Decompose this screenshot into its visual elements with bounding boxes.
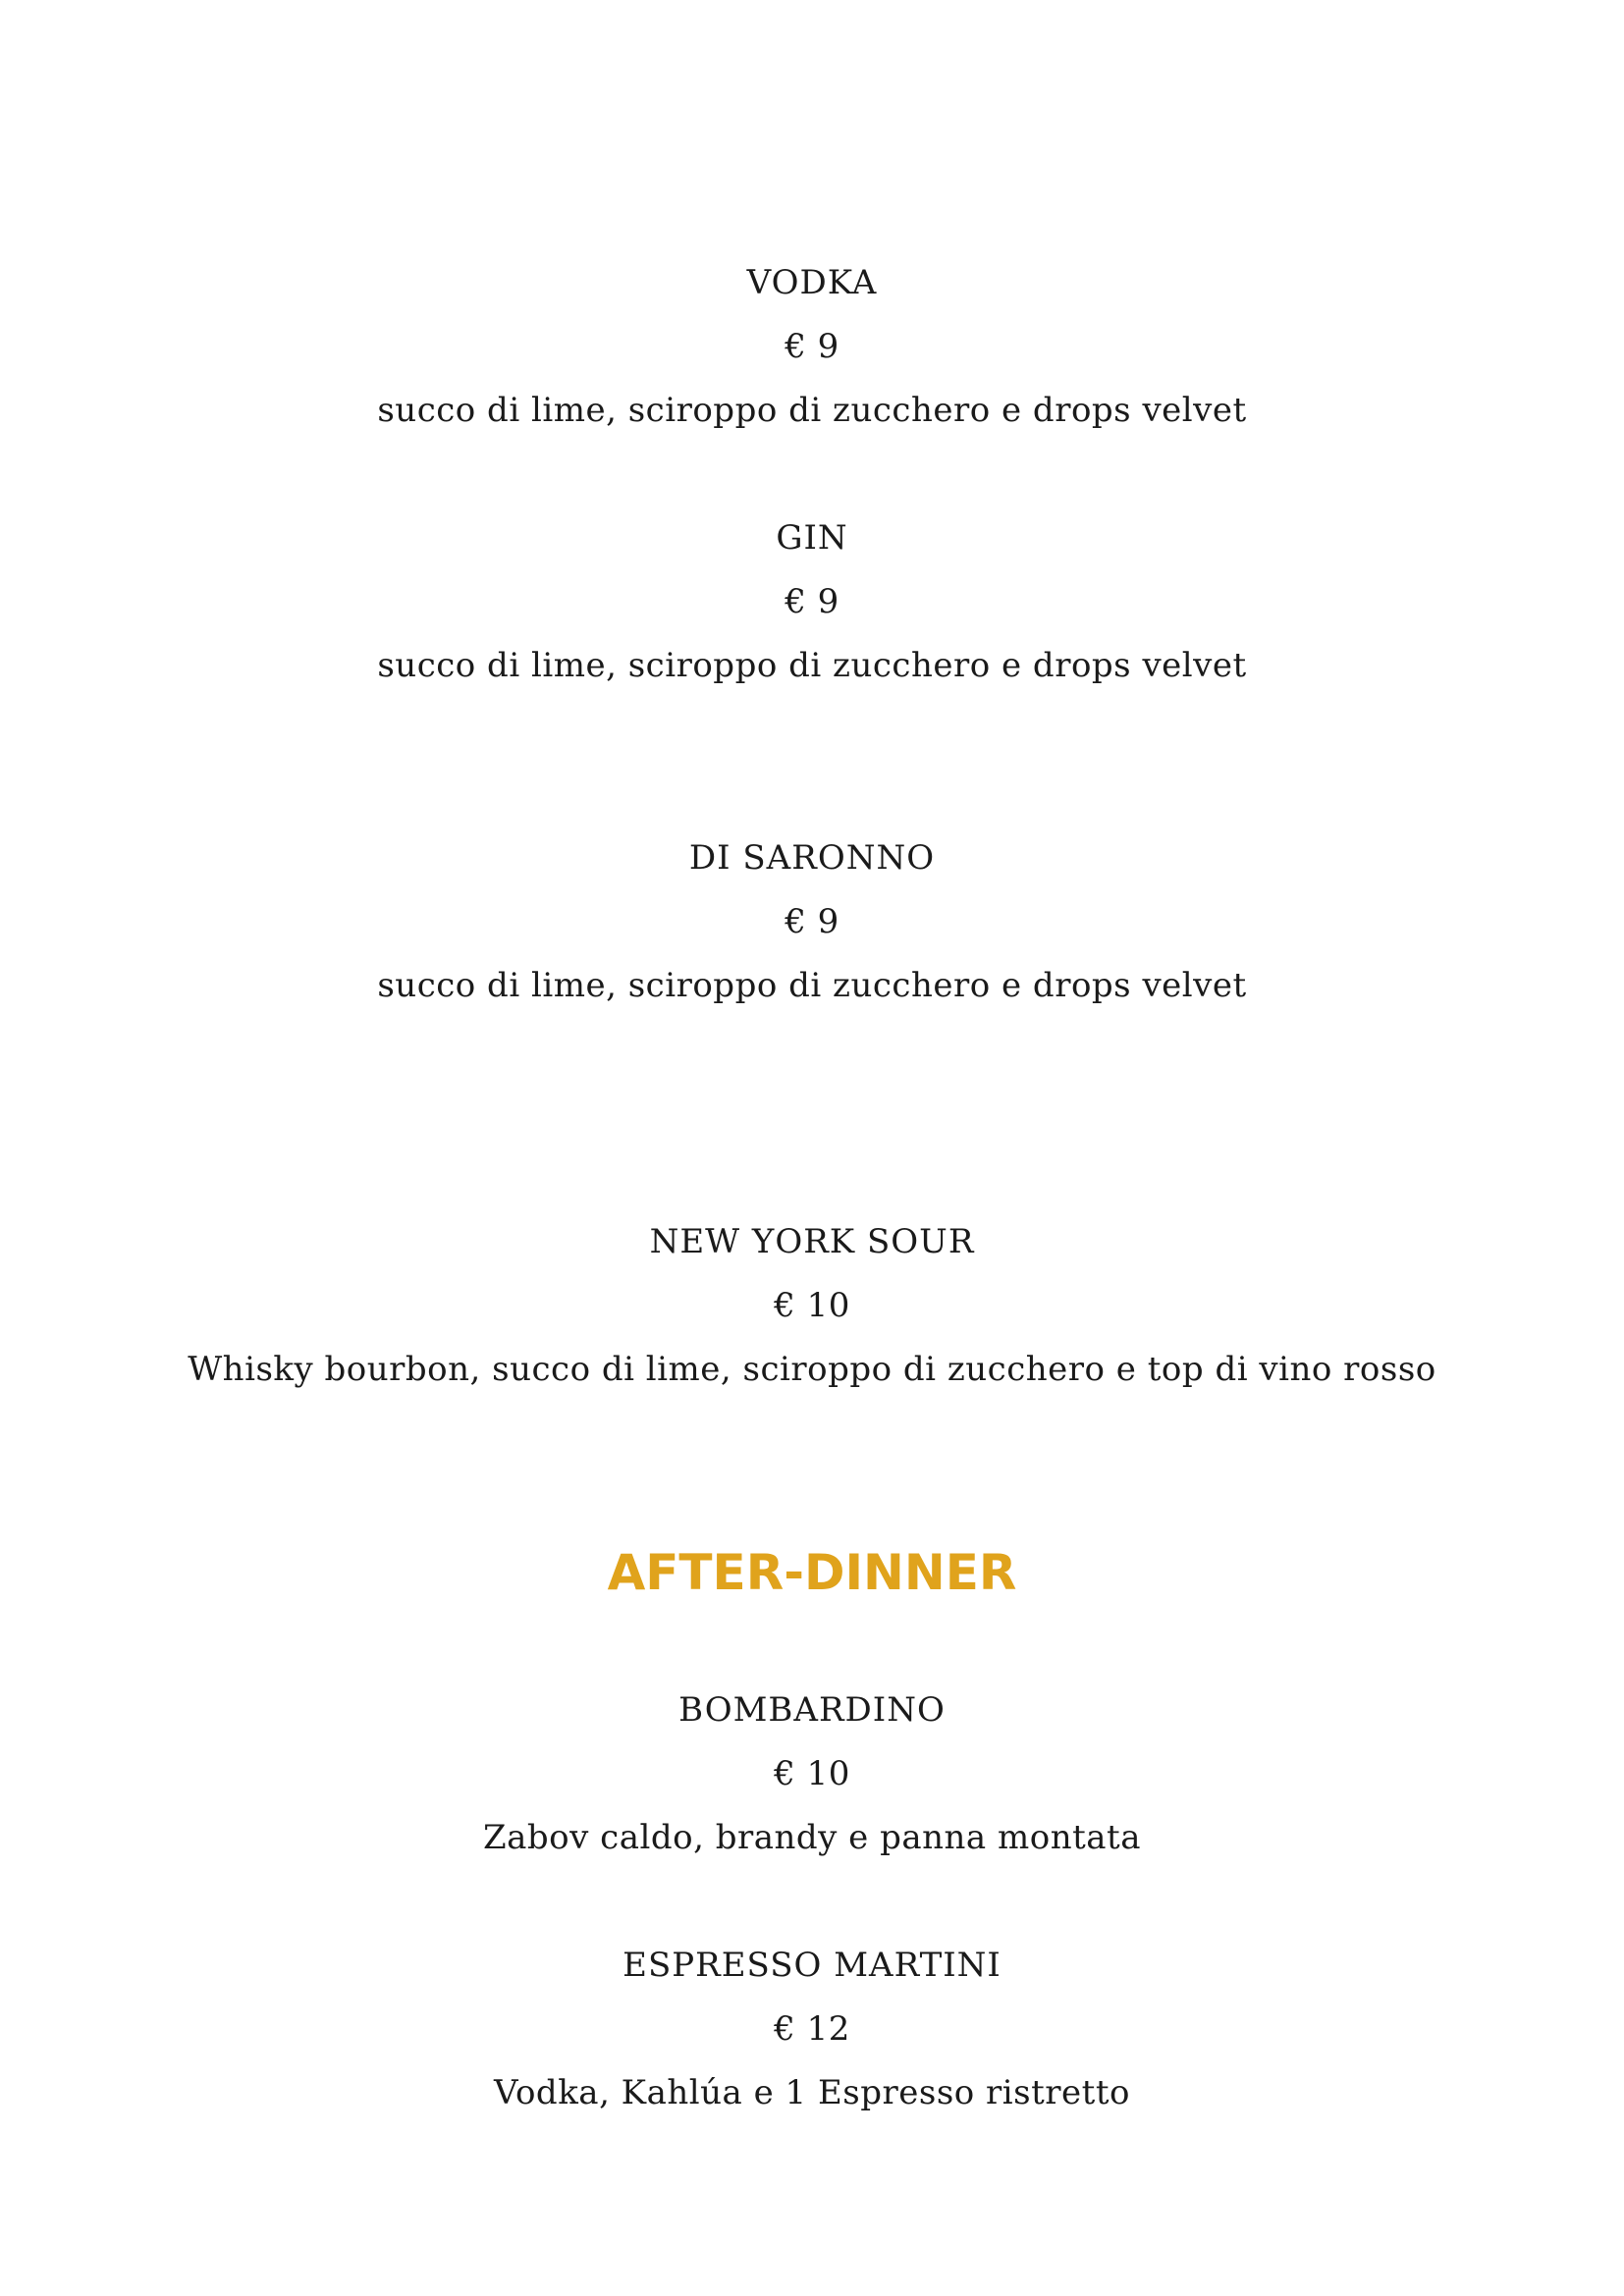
item-description: Zabov caldo, brandy e panna montata — [483, 1818, 1141, 1857]
item-name: BOMBARDINO — [678, 1690, 946, 1730]
item-description: succo di lime, sciroppo di zucchero e drops velvet — [377, 966, 1247, 1005]
section-heading-after-dinner: AFTER-DINNER — [607, 1544, 1017, 1601]
item-name: NEW YORK SOUR — [649, 1222, 975, 1261]
item-description: succo di lime, sciroppo di zucchero e drops velvet — [377, 646, 1247, 685]
item-name: VODKA — [746, 263, 878, 302]
item-name: DI SARONNO — [688, 838, 936, 878]
item-price: € 12 — [774, 2009, 850, 2049]
item-price: € 9 — [785, 902, 839, 941]
item-description: succo di lime, sciroppo di zucchero e drops velvet — [377, 391, 1247, 430]
item-price: € 9 — [785, 327, 839, 366]
item-price: € 10 — [774, 1754, 850, 1793]
item-name: ESPRESSO MARTINI — [623, 1946, 1001, 1985]
item-price: € 9 — [785, 582, 839, 621]
item-name: GIN — [776, 518, 848, 558]
item-description: Vodka, Kahlúa e 1 Espresso ristretto — [494, 2073, 1130, 2112]
item-description: Whisky bourbon, succo di lime, sciroppo di zucchero e top di vino rosso — [188, 1350, 1436, 1389]
item-price: € 10 — [774, 1286, 850, 1325]
